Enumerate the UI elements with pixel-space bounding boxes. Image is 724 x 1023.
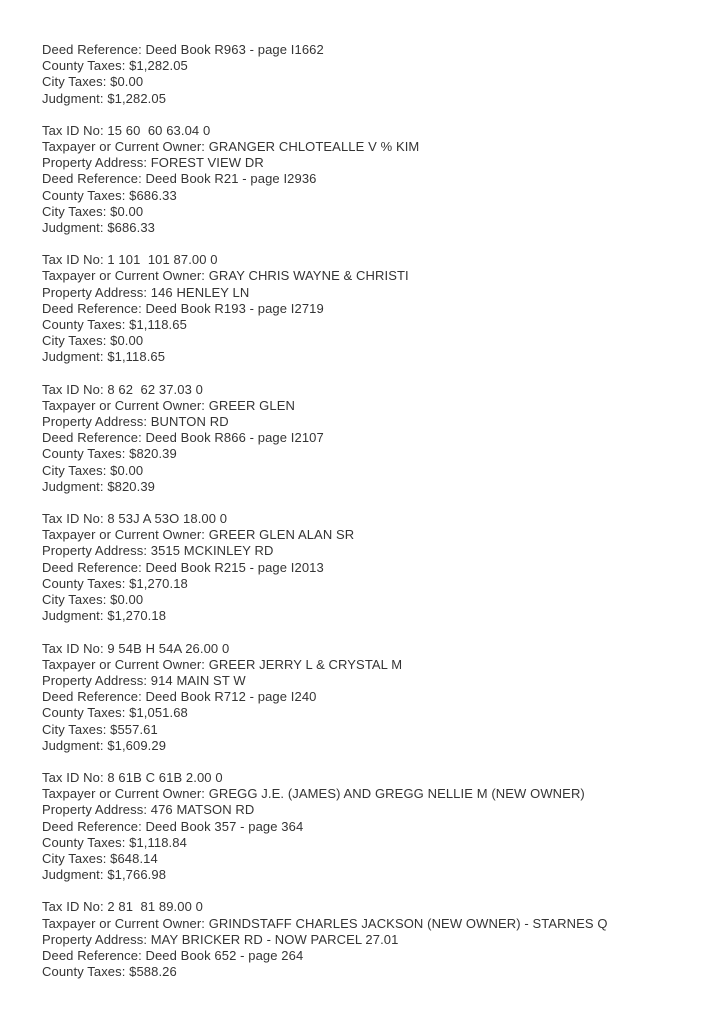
record-field-deed: Deed Reference: Deed Book R193 - page I2719 xyxy=(42,300,324,316)
tax-record xyxy=(42,123,694,236)
tax-record xyxy=(42,252,694,365)
record-field-taxpayer: Taxpayer or Current Owner: GREER JERRY L & CRYSTAL M xyxy=(42,656,403,672)
record-field-judgment: Judgment: $1,270.18 xyxy=(42,608,167,624)
record-field-property: Property Address: 476 MATSON RD xyxy=(42,802,255,818)
record-field-tax-id: Tax ID No: 2 81 81 89.00 0 xyxy=(42,899,203,915)
tax-record xyxy=(42,511,694,624)
record-field-city: City Taxes: $0.00 xyxy=(42,203,144,219)
record-field-county: County Taxes: $820.39 xyxy=(42,446,177,462)
record-field-judgment: Judgment: $1,766.98 xyxy=(42,867,167,883)
record-field-judgment: Judgment: $1,118.65 xyxy=(42,349,166,365)
record-field-property: Property Address: 146 HENLEY LN xyxy=(42,284,250,300)
record-field-tax-id: Tax ID No: 1 101 101 87.00 0 xyxy=(42,252,218,268)
record-field-taxpayer: Taxpayer or Current Owner: GREER GLEN xyxy=(42,397,295,413)
record-field-deed: Deed Reference: Deed Book R866 - page I2107 xyxy=(42,430,324,446)
record-field-tax-id: Tax ID No: 15 60 60 63.04 0 xyxy=(42,122,211,138)
record-field-county: County Taxes: $1,051.68 xyxy=(42,705,188,721)
record-field-property: Property Address: FOREST VIEW DR xyxy=(42,155,264,171)
record-field-deed: Deed Reference: Deed Book R963 - page I1662 xyxy=(42,42,324,57)
tax-record xyxy=(42,770,694,883)
record-field-county: County Taxes: $686.33 xyxy=(42,187,177,203)
tax-record xyxy=(42,42,694,107)
record-field-county: County Taxes: $588.26 xyxy=(42,964,177,980)
record-field-deed: Deed Reference: Deed Book R712 - page I240 xyxy=(42,689,317,705)
record-field-taxpayer: Taxpayer or Current Owner: GREGG J.E. (JAMES) AND GREGG NELLIE M (NEW OWNER) xyxy=(42,786,585,802)
tax-record xyxy=(42,382,694,495)
record-field-taxpayer: Taxpayer or Current Owner: GRAY CHRIS WAYNE & CHRISTI xyxy=(42,268,409,284)
record-field-judgment: Judgment: $1,609.29 xyxy=(42,737,167,753)
record-field-county: County Taxes: $1,270.18 xyxy=(42,575,188,591)
record-field-property: Property Address: MAY BRICKER RD - NOW PARCEL 27.01 xyxy=(42,931,399,947)
record-field-deed: Deed Reference: Deed Book R215 - page I2013 xyxy=(42,559,324,575)
record-field-city: City Taxes: $648.14 xyxy=(42,850,158,866)
record-field-deed: Deed Reference: Deed Book R21 - page I2936 xyxy=(42,171,317,187)
record-field-city: City Taxes: $0.00 xyxy=(42,592,144,608)
record-field-city: City Taxes: $0.00 xyxy=(42,74,144,90)
record-field-taxpayer: Taxpayer or Current Owner: GRINDSTAFF CHARLES JACKSON (NEW OWNER) - STARNES Q xyxy=(42,915,608,931)
record-field-taxpayer: Taxpayer or Current Owner: GREER GLEN ALAN SR xyxy=(42,527,355,543)
record-field-tax-id: Tax ID No: 9 54B H 54A 26.00 0 xyxy=(42,640,230,656)
record-field-property: Property Address: BUNTON RD xyxy=(42,414,229,430)
record-field-county: County Taxes: $1,118.84 xyxy=(42,834,187,850)
record-field-city: City Taxes: $0.00 xyxy=(42,462,144,478)
record-field-deed: Deed Reference: Deed Book 652 - page 264 xyxy=(42,947,304,963)
record-field-tax-id: Tax ID No: 8 53J A 53O 18.00 0 xyxy=(42,511,228,527)
tax-record xyxy=(42,899,694,980)
record-field-judgment: Judgment: $820.39 xyxy=(42,478,156,494)
tax-record xyxy=(42,641,694,754)
record-field-judgment: Judgment: $1,282.05 xyxy=(42,90,167,106)
record-field-tax-id: Tax ID No: 8 62 62 37.03 0 xyxy=(42,381,203,397)
record-field-city: City Taxes: $557.61 xyxy=(42,721,158,737)
record-field-property: Property Address: 914 MAIN ST W xyxy=(42,672,246,688)
record-field-city: City Taxes: $0.00 xyxy=(42,333,144,349)
record-field-judgment: Judgment: $686.33 xyxy=(42,220,156,236)
record-field-county: County Taxes: $1,118.65 xyxy=(42,317,187,333)
record-field-property: Property Address: 3515 MCKINLEY RD xyxy=(42,543,274,559)
record-field-taxpayer: Taxpayer or Current Owner: GRANGER CHLOTEALLE V % KIM xyxy=(42,139,420,155)
record-field-county: County Taxes: $1,282.05 xyxy=(42,58,188,74)
record-field-deed: Deed Reference: Deed Book 357 - page 364 xyxy=(42,818,304,834)
record-field-tax-id: Tax ID No: 8 61B C 61B 2.00 0 xyxy=(42,769,223,785)
tax-records-list xyxy=(42,42,694,980)
